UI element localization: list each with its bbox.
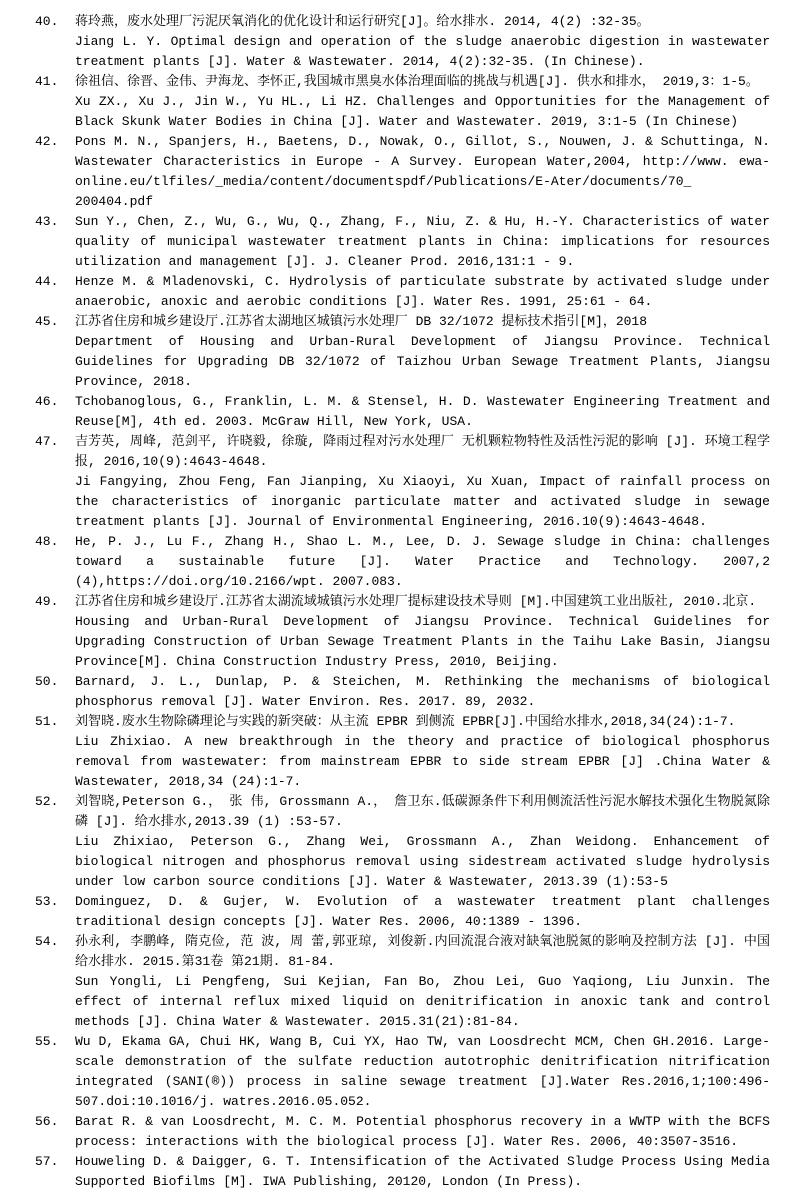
reference-text-english: Xu ZX., Xu J., Jin W., Yu HL., Li HZ. Challenges and Opportunities for the Management of Black Skunk Water Bodies in China [J]. Water and Wastewater. 2019, 3:1-5 (In Chinese) xyxy=(75,94,770,129)
reference-body xyxy=(75,72,770,132)
reference-text: Henze M. & Mladenovski, C. Hydrolysis of particulate substrate by activated sludge under anaerobic, anoxic and aerobic conditions [J]. Water Res. 1991, 25:61 - 64. xyxy=(75,274,770,309)
reference-number: 55. xyxy=(35,1034,59,1049)
reference-text-english: Ji Fangying, Zhou Feng, Fan Jianping, Xu Xiaoyi, Xu Xuan, Impact of rainfall process on the characteristics of inorganic particulate matter and activated sludge in sewage treatment plants [J]. Journal of Environmental Engineering, 2016.10(9):4643-4648. xyxy=(75,474,770,529)
reference-number: 47. xyxy=(35,434,59,449)
reference-item xyxy=(35,72,770,132)
reference-item xyxy=(35,312,770,392)
reference-item xyxy=(35,1112,770,1152)
reference-number: 40. xyxy=(35,14,59,29)
reference-body xyxy=(75,392,770,432)
reference-text: Sun Y., Chen, Z., Wu, G., Wu, Q., Zhang, F., Niu, Z. & Hu, H.-Y. Characteristics of water quality of municipal wastewater treatment plants in China: implications for resources utilization and management [J]. J. Cleaner Prod. 2016,131:1 - 9. xyxy=(75,214,770,269)
reference-text: Tchobanoglous, G., Franklin, L. M. & Stensel, H. D. Wastewater Engineering Treatment and Reuse[M], 4th ed. 2003. McGraw Hill, New York, USA. xyxy=(75,394,770,429)
reference-number: 54. xyxy=(35,934,59,949)
reference-number: 52. xyxy=(35,794,59,809)
reference-number: 45. xyxy=(35,314,59,329)
reference-body xyxy=(75,12,770,72)
reference-text: Dominguez, D. & Gujer, W. Evolution of a wastewater treatment plant challenges traditional design concepts [J]. Water Res. 2006, 40:1389 - 1396. xyxy=(75,894,770,929)
reference-body xyxy=(75,592,770,672)
reference-item xyxy=(35,792,770,892)
reference-number: 51. xyxy=(35,714,59,729)
reference-body xyxy=(75,312,770,392)
reference-body xyxy=(75,792,770,892)
reference-body xyxy=(75,1112,770,1152)
reference-text-chinese: 孙永利, 李鹏峰, 隋克俭, 范 波, 周 蕾,郭亚琼, 刘俊新.内回流混合液对缺氧池脱氮的影响及控制方法 [J]. 中国给水排水. 2015.第31卷 第21期. 81-84. xyxy=(75,934,770,969)
reference-item xyxy=(35,592,770,672)
reference-text-chinese: 徐祖信、徐晋、金伟、尹海龙、李怀正,我国城市黑臭水体治理面临的挑战与机遇[J]. 供水和排水， 2019,3：1-5。 xyxy=(75,74,759,89)
reference-body xyxy=(75,132,770,212)
reference-text-english: Jiang L. Y. Optimal design and operation of the sludge anaerobic digestion in wastewater treatment plants [J]. Water & Wastewater. 2014, 4(2):32-35. (In Chinese). xyxy=(75,34,770,69)
reference-body xyxy=(75,672,770,712)
reference-body xyxy=(75,432,770,532)
reference-text-english: Housing and Urban-Rural Development of Jiangsu Province. Technical Guidelines for Upgrading Construction of Urban Sewage Treatment Plants in the Taihu Lake Basin, Jiangsu Province[M]. China Construction Industry Press, 2010, Beijing. xyxy=(75,614,770,669)
reference-body xyxy=(75,1032,770,1112)
reference-text-english: Sun Yongli, Li Pengfeng, Sui Kejian, Fan Bo, Zhou Lei, Guo Yaqiong, Liu Junxin. The effect of internal reflux mixed liquid on denitrification in anoxic tank and control methods [J]. China Water & Wastewater. 2015.31(21):81-84. xyxy=(75,974,770,1029)
reference-number: 42. xyxy=(35,134,59,149)
reference-body xyxy=(75,532,770,592)
reference-body xyxy=(75,1152,770,1192)
reference-text-chinese: 吉芳英, 周峰, 范剑平, 许晓毅, 徐璇, 降雨过程对污水处理厂 无机颗粒物特性及活性污泥的影响 [J]. 环境工程学报, 2016,10(9):4643-4648. xyxy=(75,434,770,469)
reference-text: Pons M. N., Spanjers, H., Baetens, D., Nowak, O., Gillot, S., Nouwen, J. & Schuttinga, N. Wastewater Characteristics in Europe - A Survey. European Water,2004, http://www. ewa-online.eu/tlfiles/_media/content/documentspdf/Publications/E-Ater/documents/70_ 200404.pdf xyxy=(75,134,770,209)
reference-item xyxy=(35,12,770,72)
reference-number: 57. xyxy=(35,1154,59,1169)
reference-body xyxy=(75,712,770,792)
reference-text: Wu D, Ekama GA, Chui HK, Wang B, Cui YX, Hao TW, van Loosdrecht MCM, Chen GH.2016. Large-scale demonstration of the sulfate reduction autotrophic denitrification nitrification integrated (SANI(®)) process in saline sewage treatment [J].Water Res.2016,1;100:496-507.doi:10.1016/j. watres.2016.05.052. xyxy=(75,1034,770,1109)
reference-text-chinese: 蒋玲燕，废水处理厂污泥厌氧消化的优化设计和运行研究[J]。给水排水. 2014, 4(2) :32-35。 xyxy=(75,14,650,29)
reference-body xyxy=(75,272,770,312)
reference-item xyxy=(35,1152,770,1192)
reference-number: 44. xyxy=(35,274,59,289)
reference-text-english: Department of Housing and Urban-Rural Development of Jiangsu Province. Technical Guidelines for Upgrading DB 32/1072 of Taizhou Urban Sewage Treatment Plants, Jiangsu Province, 2018. xyxy=(75,334,770,389)
reference-item xyxy=(35,392,770,432)
reference-text-chinese: 江苏省住房和城乡建设厅.江苏省太湖流域城镇污水处理厂提标建设技术导则 [M].中国建筑工业出版社, 2010.北京. xyxy=(75,594,757,609)
reference-text: Barnard, J. L., Dunlap, P. & Steichen, M. Rethinking the mechanisms of biological phosphorus removal [J]. Water Environ. Res. 2017. 89, 2032. xyxy=(75,674,770,709)
reference-body xyxy=(75,932,770,1032)
reference-text: Barat R. & van Loosdrecht, M. C. M. Potential phosphorus recovery in a WWTP with the BCFS process: interactions with the biological process [J]. Water Res. 2006, 40:3507-3516. xyxy=(75,1114,770,1149)
reference-item xyxy=(35,212,770,272)
reference-number: 41. xyxy=(35,74,59,89)
reference-text-english: Liu Zhixiao. A new breakthrough in the theory and practice of biological phosphorus removal from wastewater: from mainstream EPBR to side stream EPBR [J] .China Water & Wastewater, 2018,34 (24):1-7. xyxy=(75,734,770,789)
reference-item xyxy=(35,272,770,312)
reference-text-chinese: 刘智晓.废水生物除磷理论与实践的新突破：从主流 EPBR 到侧流 EPBR[J].中国给水排水,2018,34(24):1-7. xyxy=(75,714,736,729)
reference-number: 46. xyxy=(35,394,59,409)
reference-number: 50. xyxy=(35,674,59,689)
reference-item xyxy=(35,672,770,712)
reference-item xyxy=(35,932,770,1032)
reference-body xyxy=(75,892,770,932)
reference-number: 53. xyxy=(35,894,59,909)
reference-text-chinese: 刘智晓,Peterson G.， 张 伟, Grossmann A.， 詹卫东.低碳源条件下利用侧流活性污泥水解技术强化生物脱氮除磷 [J]. 给水排水,2013.39 (1) :53-57. xyxy=(75,794,770,829)
reference-body xyxy=(75,212,770,272)
reference-item xyxy=(35,432,770,532)
reference-item xyxy=(35,712,770,792)
reference-number: 48. xyxy=(35,534,59,549)
reference-item xyxy=(35,132,770,212)
reference-list xyxy=(35,12,770,1192)
reference-item xyxy=(35,892,770,932)
reference-text-chinese: 江苏省住房和城乡建设厅.江苏省太湖地区城镇污水处理厂 DB 32/1072 提标技术指引[M]，2018 xyxy=(75,314,648,329)
reference-text-english: Liu Zhixiao, Peterson G., Zhang Wei, Grossmann A., Zhan Weidong. Enhancement of biological nitrogen and phosphorus removal using sidestream activated sludge hydrolysis under low carbon source conditions [J]. Water & Wastewater, 2013.39 (1):53-5 xyxy=(75,834,770,889)
reference-item xyxy=(35,1032,770,1112)
reference-text: Houweling D. & Daigger, G. T. Intensification of the Activated Sludge Process Using Media Supported Biofilms [M]. IWA Publishing, 20120, London (In Press). xyxy=(75,1154,770,1189)
reference-number: 43. xyxy=(35,214,59,229)
reference-item xyxy=(35,532,770,592)
reference-number: 56. xyxy=(35,1114,59,1129)
reference-text: He, P. J., Lu F., Zhang H., Shao L. M., Lee, D. J. Sewage sludge in China: challenges toward a sustainable future [J]. Water Practice and Technology. 2007,2 (4),https://doi.org/10.2166/wpt. 2007.083. xyxy=(75,534,770,589)
reference-number: 49. xyxy=(35,594,59,609)
